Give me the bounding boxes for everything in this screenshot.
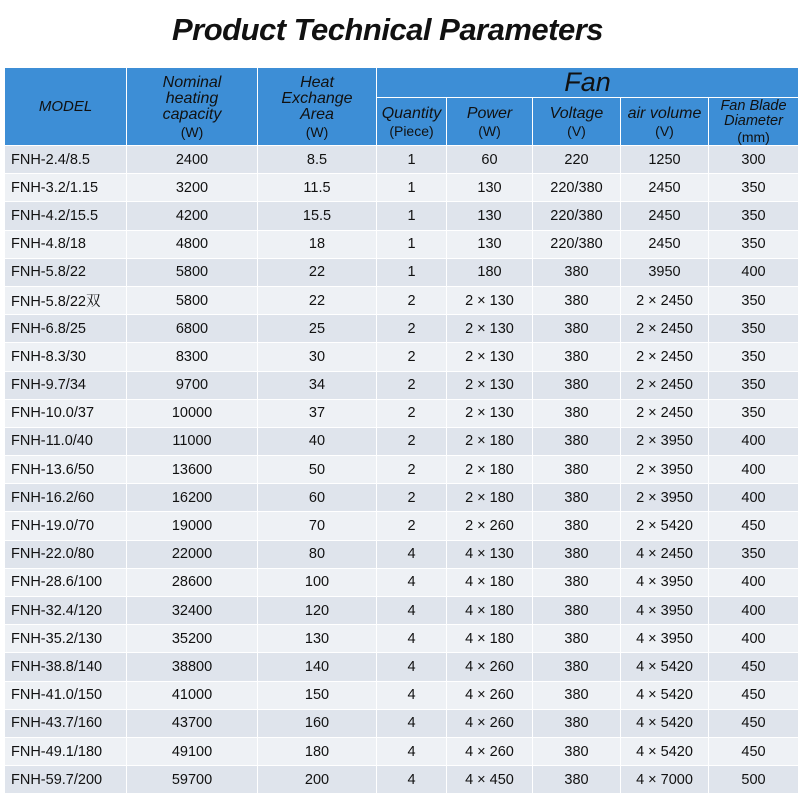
- quantity-cell: 2: [377, 484, 447, 512]
- header-quantity-label: Quantity: [381, 104, 442, 122]
- model-cell: FNH-32.4/120: [5, 597, 127, 625]
- voltage-cell: 380: [533, 399, 621, 427]
- quantity-cell: 1: [377, 146, 447, 174]
- table-row: [5, 540, 799, 568]
- header-capacity-line: Nominal: [162, 73, 222, 91]
- power-cell: 2 × 130: [447, 286, 533, 314]
- model-cell: FNH-41.0/150: [5, 681, 127, 709]
- air-volume-cell: 4 × 2450: [621, 540, 709, 568]
- model-cell: FNH-43.7/160: [5, 709, 127, 737]
- parameters-table: [4, 67, 799, 794]
- header-blade-diameter-line: Fan Blade: [720, 98, 787, 114]
- capacity-cell: 9700: [127, 371, 258, 399]
- quantity-cell: 1: [377, 174, 447, 202]
- table-row: [5, 399, 799, 427]
- blade-diameter-cell: 350: [709, 174, 799, 202]
- blade-diameter-cell: 350: [709, 371, 799, 399]
- power-cell: 2 × 180: [447, 484, 533, 512]
- area-cell: 200: [258, 766, 377, 794]
- model-cell: FNH-6.8/25: [5, 315, 127, 343]
- voltage-cell: 380: [533, 512, 621, 540]
- quantity-cell: 4: [377, 681, 447, 709]
- model-cell: FNH-35.2/130: [5, 625, 127, 653]
- model-cell: FNH-13.6/50: [5, 456, 127, 484]
- quantity-cell: 4: [377, 540, 447, 568]
- blade-diameter-cell: 450: [709, 512, 799, 540]
- header-capacity-line: heating: [165, 89, 219, 107]
- power-cell: 2 × 130: [447, 399, 533, 427]
- capacity-cell: 19000: [127, 512, 258, 540]
- quantity-cell: 1: [377, 230, 447, 258]
- model-cell: FNH-16.2/60: [5, 484, 127, 512]
- capacity-cell: 11000: [127, 427, 258, 455]
- power-cell: 4 × 450: [447, 766, 533, 794]
- capacity-cell: 22000: [127, 540, 258, 568]
- quantity-cell: 4: [377, 766, 447, 794]
- power-cell: 4 × 180: [447, 625, 533, 653]
- blade-diameter-cell: 400: [709, 568, 799, 596]
- blade-diameter-cell: 350: [709, 399, 799, 427]
- quantity-cell: 1: [377, 202, 447, 230]
- area-cell: 25: [258, 315, 377, 343]
- quantity-cell: 2: [377, 512, 447, 540]
- power-cell: 2 × 260: [447, 512, 533, 540]
- area-cell: 11.5: [258, 174, 377, 202]
- model-cell: FNH-5.8/22: [5, 258, 127, 286]
- quantity-cell: 4: [377, 568, 447, 596]
- table-row: [5, 286, 799, 314]
- header-voltage-label: Voltage: [549, 104, 604, 122]
- power-cell: 4 × 180: [447, 568, 533, 596]
- header-area-unit: (W): [305, 123, 329, 140]
- table-body: [5, 146, 799, 794]
- blade-diameter-cell: 400: [709, 625, 799, 653]
- quantity-cell: 2: [377, 456, 447, 484]
- quantity-cell: 1: [377, 258, 447, 286]
- power-cell: 180: [447, 258, 533, 286]
- area-cell: 70: [258, 512, 377, 540]
- voltage-cell: 380: [533, 427, 621, 455]
- air-volume-cell: 4 × 5420: [621, 737, 709, 765]
- quantity-cell: 4: [377, 737, 447, 765]
- table-row: [5, 371, 799, 399]
- header-blade-diameter-unit: (mm): [737, 129, 770, 145]
- model-cell: FNH-11.0/40: [5, 427, 127, 455]
- air-volume-cell: 2 × 2450: [621, 315, 709, 343]
- capacity-cell: 43700: [127, 709, 258, 737]
- model-cell: FNH-59.7/200: [5, 766, 127, 794]
- blade-diameter-cell: 350: [709, 202, 799, 230]
- capacity-cell: 3200: [127, 174, 258, 202]
- capacity-cell: 5800: [127, 258, 258, 286]
- air-volume-cell: 4 × 3950: [621, 568, 709, 596]
- capacity-cell: 5800: [127, 286, 258, 314]
- area-cell: 60: [258, 484, 377, 512]
- power-cell: 2 × 130: [447, 315, 533, 343]
- blade-diameter-cell: 350: [709, 286, 799, 314]
- model-cell: FNH-28.6/100: [5, 568, 127, 596]
- air-volume-cell: 2450: [621, 174, 709, 202]
- table-row: [5, 174, 799, 202]
- capacity-cell: 10000: [127, 399, 258, 427]
- area-cell: 150: [258, 681, 377, 709]
- table-row: [5, 427, 799, 455]
- area-cell: 30: [258, 343, 377, 371]
- quantity-cell: 2: [377, 371, 447, 399]
- table-row: [5, 512, 799, 540]
- voltage-cell: 380: [533, 597, 621, 625]
- quantity-cell: 4: [377, 653, 447, 681]
- voltage-cell: 220/380: [533, 174, 621, 202]
- blade-diameter-cell: 450: [709, 653, 799, 681]
- table-row: [5, 681, 799, 709]
- model-cell: FNH-2.4/8.5: [5, 146, 127, 174]
- quantity-cell: 4: [377, 597, 447, 625]
- table-row: [5, 484, 799, 512]
- blade-diameter-cell: 350: [709, 315, 799, 343]
- capacity-cell: 4800: [127, 230, 258, 258]
- area-cell: 180: [258, 737, 377, 765]
- voltage-cell: 380: [533, 258, 621, 286]
- power-cell: 130: [447, 202, 533, 230]
- blade-diameter-cell: 400: [709, 484, 799, 512]
- header-blade-diameter: [709, 98, 799, 146]
- blade-diameter-cell: 400: [709, 258, 799, 286]
- air-volume-cell: 4 × 5420: [621, 653, 709, 681]
- area-cell: 15.5: [258, 202, 377, 230]
- blade-diameter-cell: 450: [709, 709, 799, 737]
- header-quantity-unit: (Piece): [389, 122, 434, 139]
- blade-diameter-cell: 500: [709, 766, 799, 794]
- voltage-cell: 380: [533, 568, 621, 596]
- air-volume-cell: 4 × 3950: [621, 625, 709, 653]
- power-cell: 60: [447, 146, 533, 174]
- voltage-cell: 380: [533, 371, 621, 399]
- header-voltage: [533, 98, 621, 146]
- blade-diameter-cell: 350: [709, 343, 799, 371]
- voltage-cell: 220/380: [533, 202, 621, 230]
- blade-diameter-cell: 450: [709, 681, 799, 709]
- header-capacity-line: capacity: [162, 105, 222, 123]
- header-model: MODEL: [5, 68, 127, 146]
- power-cell: 4 × 260: [447, 709, 533, 737]
- area-cell: 34: [258, 371, 377, 399]
- voltage-cell: 380: [533, 286, 621, 314]
- voltage-cell: 220: [533, 146, 621, 174]
- quantity-cell: 2: [377, 343, 447, 371]
- area-cell: 8.5: [258, 146, 377, 174]
- header-air-volume-unit: (V): [655, 122, 674, 139]
- voltage-cell: 380: [533, 456, 621, 484]
- capacity-cell: 32400: [127, 597, 258, 625]
- capacity-cell: 2400: [127, 146, 258, 174]
- capacity-cell: 6800: [127, 315, 258, 343]
- header-area-line: Heat: [300, 73, 334, 91]
- air-volume-cell: 2 × 5420: [621, 512, 709, 540]
- model-cell: FNH-3.2/1.15: [5, 174, 127, 202]
- area-cell: 80: [258, 540, 377, 568]
- header-capacity-unit: (W): [180, 123, 204, 140]
- air-volume-cell: 2 × 3950: [621, 484, 709, 512]
- header-fan-group: Fan: [377, 68, 799, 98]
- quantity-cell: 4: [377, 625, 447, 653]
- air-volume-cell: 4 × 7000: [621, 766, 709, 794]
- table-row: [5, 315, 799, 343]
- blade-diameter-cell: 350: [709, 540, 799, 568]
- header-air-volume-label: air volume: [627, 104, 702, 122]
- blade-diameter-cell: 400: [709, 427, 799, 455]
- table-row: [5, 766, 799, 794]
- power-cell: 4 × 260: [447, 653, 533, 681]
- area-cell: 100: [258, 568, 377, 596]
- air-volume-cell: 3950: [621, 258, 709, 286]
- page-title: Product Technical Parameters: [171, 12, 604, 47]
- model-cell: FNH-22.0/80: [5, 540, 127, 568]
- voltage-cell: 380: [533, 625, 621, 653]
- air-volume-cell: 2 × 2450: [621, 399, 709, 427]
- air-volume-cell: 4 × 5420: [621, 709, 709, 737]
- table-row: [5, 202, 799, 230]
- capacity-cell: 16200: [127, 484, 258, 512]
- table-row: [5, 146, 799, 174]
- power-cell: 4 × 180: [447, 597, 533, 625]
- quantity-cell: 4: [377, 709, 447, 737]
- air-volume-cell: 2450: [621, 230, 709, 258]
- quantity-cell: 2: [377, 427, 447, 455]
- header-power: [447, 98, 533, 146]
- table-row: [5, 456, 799, 484]
- header-voltage-unit: (V): [567, 122, 586, 139]
- air-volume-cell: 4 × 3950: [621, 597, 709, 625]
- voltage-cell: 380: [533, 540, 621, 568]
- area-cell: 40: [258, 427, 377, 455]
- model-cell: FNH-19.0/70: [5, 512, 127, 540]
- table-row: [5, 737, 799, 765]
- power-cell: 4 × 260: [447, 681, 533, 709]
- table-row: [5, 597, 799, 625]
- power-cell: 2 × 130: [447, 371, 533, 399]
- area-cell: 22: [258, 258, 377, 286]
- blade-diameter-cell: 400: [709, 456, 799, 484]
- capacity-cell: 4200: [127, 202, 258, 230]
- table-row: [5, 709, 799, 737]
- blade-diameter-cell: 300: [709, 146, 799, 174]
- power-cell: 130: [447, 230, 533, 258]
- header-area: [258, 68, 377, 146]
- capacity-cell: 8300: [127, 343, 258, 371]
- capacity-cell: 38800: [127, 653, 258, 681]
- capacity-cell: 49100: [127, 737, 258, 765]
- voltage-cell: 380: [533, 681, 621, 709]
- voltage-cell: 380: [533, 343, 621, 371]
- table-row: [5, 258, 799, 286]
- voltage-cell: 380: [533, 737, 621, 765]
- voltage-cell: 220/380: [533, 230, 621, 258]
- table-row: [5, 625, 799, 653]
- model-cell: FNH-38.8/140: [5, 653, 127, 681]
- header-quantity: [377, 98, 447, 146]
- power-cell: 2 × 130: [447, 343, 533, 371]
- capacity-cell: 41000: [127, 681, 258, 709]
- area-cell: 160: [258, 709, 377, 737]
- air-volume-cell: 2 × 3950: [621, 456, 709, 484]
- header-capacity: [127, 68, 258, 146]
- model-cell: FNH-4.8/18: [5, 230, 127, 258]
- area-cell: 130: [258, 625, 377, 653]
- blade-diameter-cell: 400: [709, 597, 799, 625]
- table-row: [5, 568, 799, 596]
- capacity-cell: 28600: [127, 568, 258, 596]
- voltage-cell: 380: [533, 315, 621, 343]
- model-cell: FNH-9.7/34: [5, 371, 127, 399]
- power-cell: 2 × 180: [447, 456, 533, 484]
- model-cell: FNH-4.2/15.5: [5, 202, 127, 230]
- header-power-unit: (W): [478, 122, 501, 139]
- air-volume-cell: 2 × 3950: [621, 427, 709, 455]
- area-cell: 37: [258, 399, 377, 427]
- header-air-volume: [621, 98, 709, 146]
- power-cell: 130: [447, 174, 533, 202]
- power-cell: 2 × 180: [447, 427, 533, 455]
- area-cell: 18: [258, 230, 377, 258]
- air-volume-cell: 2 × 2450: [621, 371, 709, 399]
- capacity-cell: 13600: [127, 456, 258, 484]
- header-area-line: Exchange: [281, 89, 353, 107]
- header-blade-diameter-line: Diameter: [724, 112, 783, 129]
- voltage-cell: 380: [533, 484, 621, 512]
- capacity-cell: 59700: [127, 766, 258, 794]
- area-cell: 22: [258, 286, 377, 314]
- power-cell: 4 × 130: [447, 540, 533, 568]
- model-cell: FNH-8.3/30: [5, 343, 127, 371]
- table-row: [5, 230, 799, 258]
- voltage-cell: 380: [533, 766, 621, 794]
- model-cell: FNH-5.8/22双: [5, 286, 127, 314]
- header-area-line: Area: [300, 105, 334, 123]
- air-volume-cell: 2 × 2450: [621, 286, 709, 314]
- air-volume-cell: 4 × 5420: [621, 681, 709, 709]
- power-cell: 4 × 260: [447, 737, 533, 765]
- model-cell: FNH-49.1/180: [5, 737, 127, 765]
- voltage-cell: 380: [533, 653, 621, 681]
- air-volume-cell: 2450: [621, 202, 709, 230]
- area-cell: 140: [258, 653, 377, 681]
- header-power-label: Power: [466, 104, 513, 122]
- quantity-cell: 2: [377, 286, 447, 314]
- quantity-cell: 2: [377, 315, 447, 343]
- model-cell: FNH-10.0/37: [5, 399, 127, 427]
- blade-diameter-cell: 450: [709, 737, 799, 765]
- capacity-cell: 35200: [127, 625, 258, 653]
- air-volume-cell: 1250: [621, 146, 709, 174]
- voltage-cell: 380: [533, 709, 621, 737]
- area-cell: 50: [258, 456, 377, 484]
- quantity-cell: 2: [377, 399, 447, 427]
- table-row: [5, 343, 799, 371]
- table-row: [5, 653, 799, 681]
- blade-diameter-cell: 350: [709, 230, 799, 258]
- area-cell: 120: [258, 597, 377, 625]
- air-volume-cell: 2 × 2450: [621, 343, 709, 371]
